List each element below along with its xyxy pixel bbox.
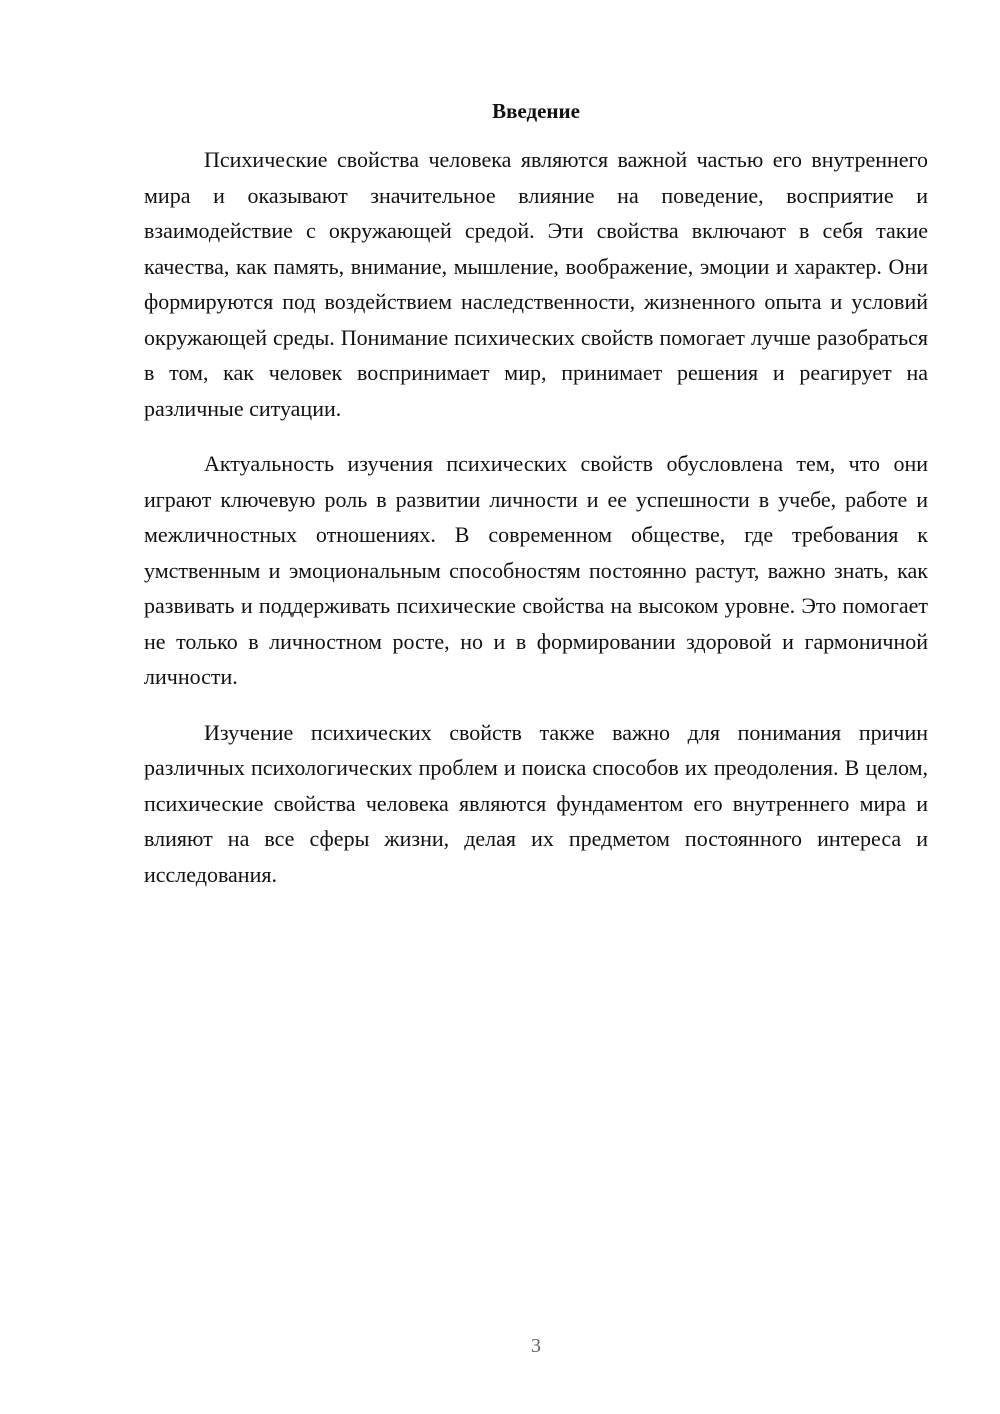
paragraph: Психические свойства человека являются важной частью его внутреннего мира и оказывают значительное влияние на поведение, восприятие и взаимодействие с окружающей средой. Эти свойства включают в себя такие качества, как память, внимание, мышление, воображение, эмоции и характер. Они формируются под воздействием наследственности, жизненного опыта и условий окружающей среды. Понимание психических свойств помогает лучше разобраться в том, как человек воспринимает мир, принимает решения и реагирует на различные ситуации. bbox=[144, 147, 928, 421]
page-number: 3 bbox=[531, 1335, 541, 1357]
body-text bbox=[144, 142, 928, 912]
paragraph: Актуальность изучения психических свойств обусловлена тем, что они играют ключевую роль в развитии личности и ее успешности в учебе, работе и межличностных отношениях. В современном обществе, где требования к умственным и эмоциональным способностям постоянно растут, важно знать, как развивать и поддерживать психические свойства на высоком уровне. Это помогает не только в личностном росте, но и в формировании здоровой и гармоничной личности. bbox=[144, 451, 928, 689]
section-heading: Введение bbox=[492, 99, 580, 123]
paragraph: Изучение психических свойств также важно для понимания причин различных психологических проблем и поиска способов их преодоления. В целом, психические свойства человека являются фундаментом его внутреннего мира и влияют на все сферы жизни, делая их предметом постоянного интереса и исследования. bbox=[144, 719, 928, 887]
